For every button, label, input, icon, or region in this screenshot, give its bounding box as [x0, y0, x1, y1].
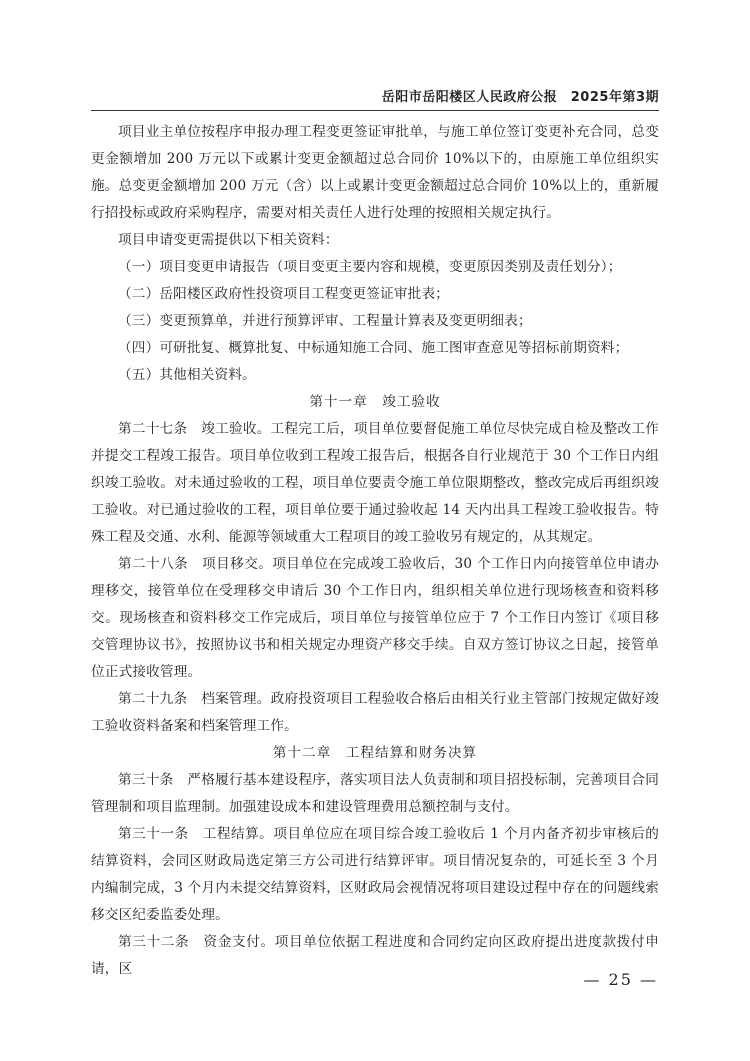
list-item: （二）岳阳楼区政府性投资项目工程变更签证审批表； — [118, 286, 450, 302]
running-header — [91, 86, 659, 111]
list-item: （四）可研批复、概算批复、中标通知施工合同、施工图审查意见等招标前期资料； — [118, 340, 629, 356]
article-paragraph: 第三十条 严格履行基本建设程序，落实项目法人负责制和项目招投标制，完善项目合同管理制和项目监理制。加强建设成本和建设管理费用总额控制与支付。 — [91, 772, 659, 815]
article-paragraph: 第三十一条 工程结算。项目单位应在项目综合竣工验收后 1 个月内备齐初步审核后的结算资料，会同区财政局选定第三方公司进行结算评审。项目情况复杂的，可延长至 3 个月内编制完成，3 个月内未提交结算资料，区财政局会视情况将项目建设过程中存在的问题线索移交区纪委监委处理。 — [91, 826, 659, 923]
list-item: （五）其他相关资料。 — [118, 367, 256, 383]
page-number: — 25 — — [583, 970, 658, 989]
article-paragraph: 第二十八条 项目移交。项目单位在完成竣工验收后，30 个工作日内向接管单位申请办理移交，接管单位在受理移交申请后 30 个工作日内，组织相关单位进行现场核查和资料移交。现场核查和资料移交工作完成后，项目单位与接管单位应于 7 个工作日内签订《项目移交管理协议书》，按照协议书和相关规定办理资产移交手续。自双方签订协议之日起，接管单位正式接收管理。 — [91, 556, 659, 680]
article-paragraph: 第三十二条 资金支付。项目单位依据工程进度和合同约定向区政府提出进度款拨付申请，区 — [91, 934, 659, 977]
document-body — [91, 119, 659, 983]
list-item: （三）变更预算单，并进行预算评审、工程量计算表及变更明细表； — [118, 313, 532, 329]
header-title: 岳阳市岳阳楼区人民政府公报 2025年第3期 — [381, 90, 659, 105]
chapter-heading: 第十一章 竣工验收 — [309, 394, 441, 410]
paragraph: 项目业主单位按程序申报办理工程变更签证审批单，与施工单位签订变更补充合同，总变更金额增加 200 万元以下或累计变更金额超过总合同价 10%以下的，由原施工单位组织实施。总变更金额增加 200 万元（含）以上或累计变更金额超过总合同价 10%以上的，重新履行招投标或政府采购程序，需要对相关责任人进行处理的按照相关规定执行。 — [91, 124, 659, 221]
list-item: （一）项目变更申请报告（项目变更主要内容和规模，变更原因类别及责任划分）； — [118, 259, 622, 275]
chapter-heading: 第十二章 工程结算和财务决算 — [272, 745, 478, 761]
paragraph: 项目申请变更需提供以下相关资料： — [118, 232, 339, 248]
article-paragraph: 第二十七条 竣工验收。工程完工后，项目单位要督促施工单位尽快完成自检及整改工作并提交工程竣工报告。项目单位收到工程竣工报告后，根据各自行业规范于 30 个工作日内组织竣工验收。对未通过验收的工程，项目单位要责令施工单位限期整改，整改完成后再组织竣工验收。对已通过验收的工程，项目单位要于通过验收起 14 天内出具工程竣工验收报告。特殊工程及交通、水利、能源等领域重大工程项目的竣工验收另有规定的，从其规定。 — [91, 421, 659, 545]
article-paragraph: 第二十九条 档案管理。政府投资项目工程验收合格后由相关行业主管部门按规定做好竣工验收资料备案和档案管理工作。 — [91, 691, 659, 734]
